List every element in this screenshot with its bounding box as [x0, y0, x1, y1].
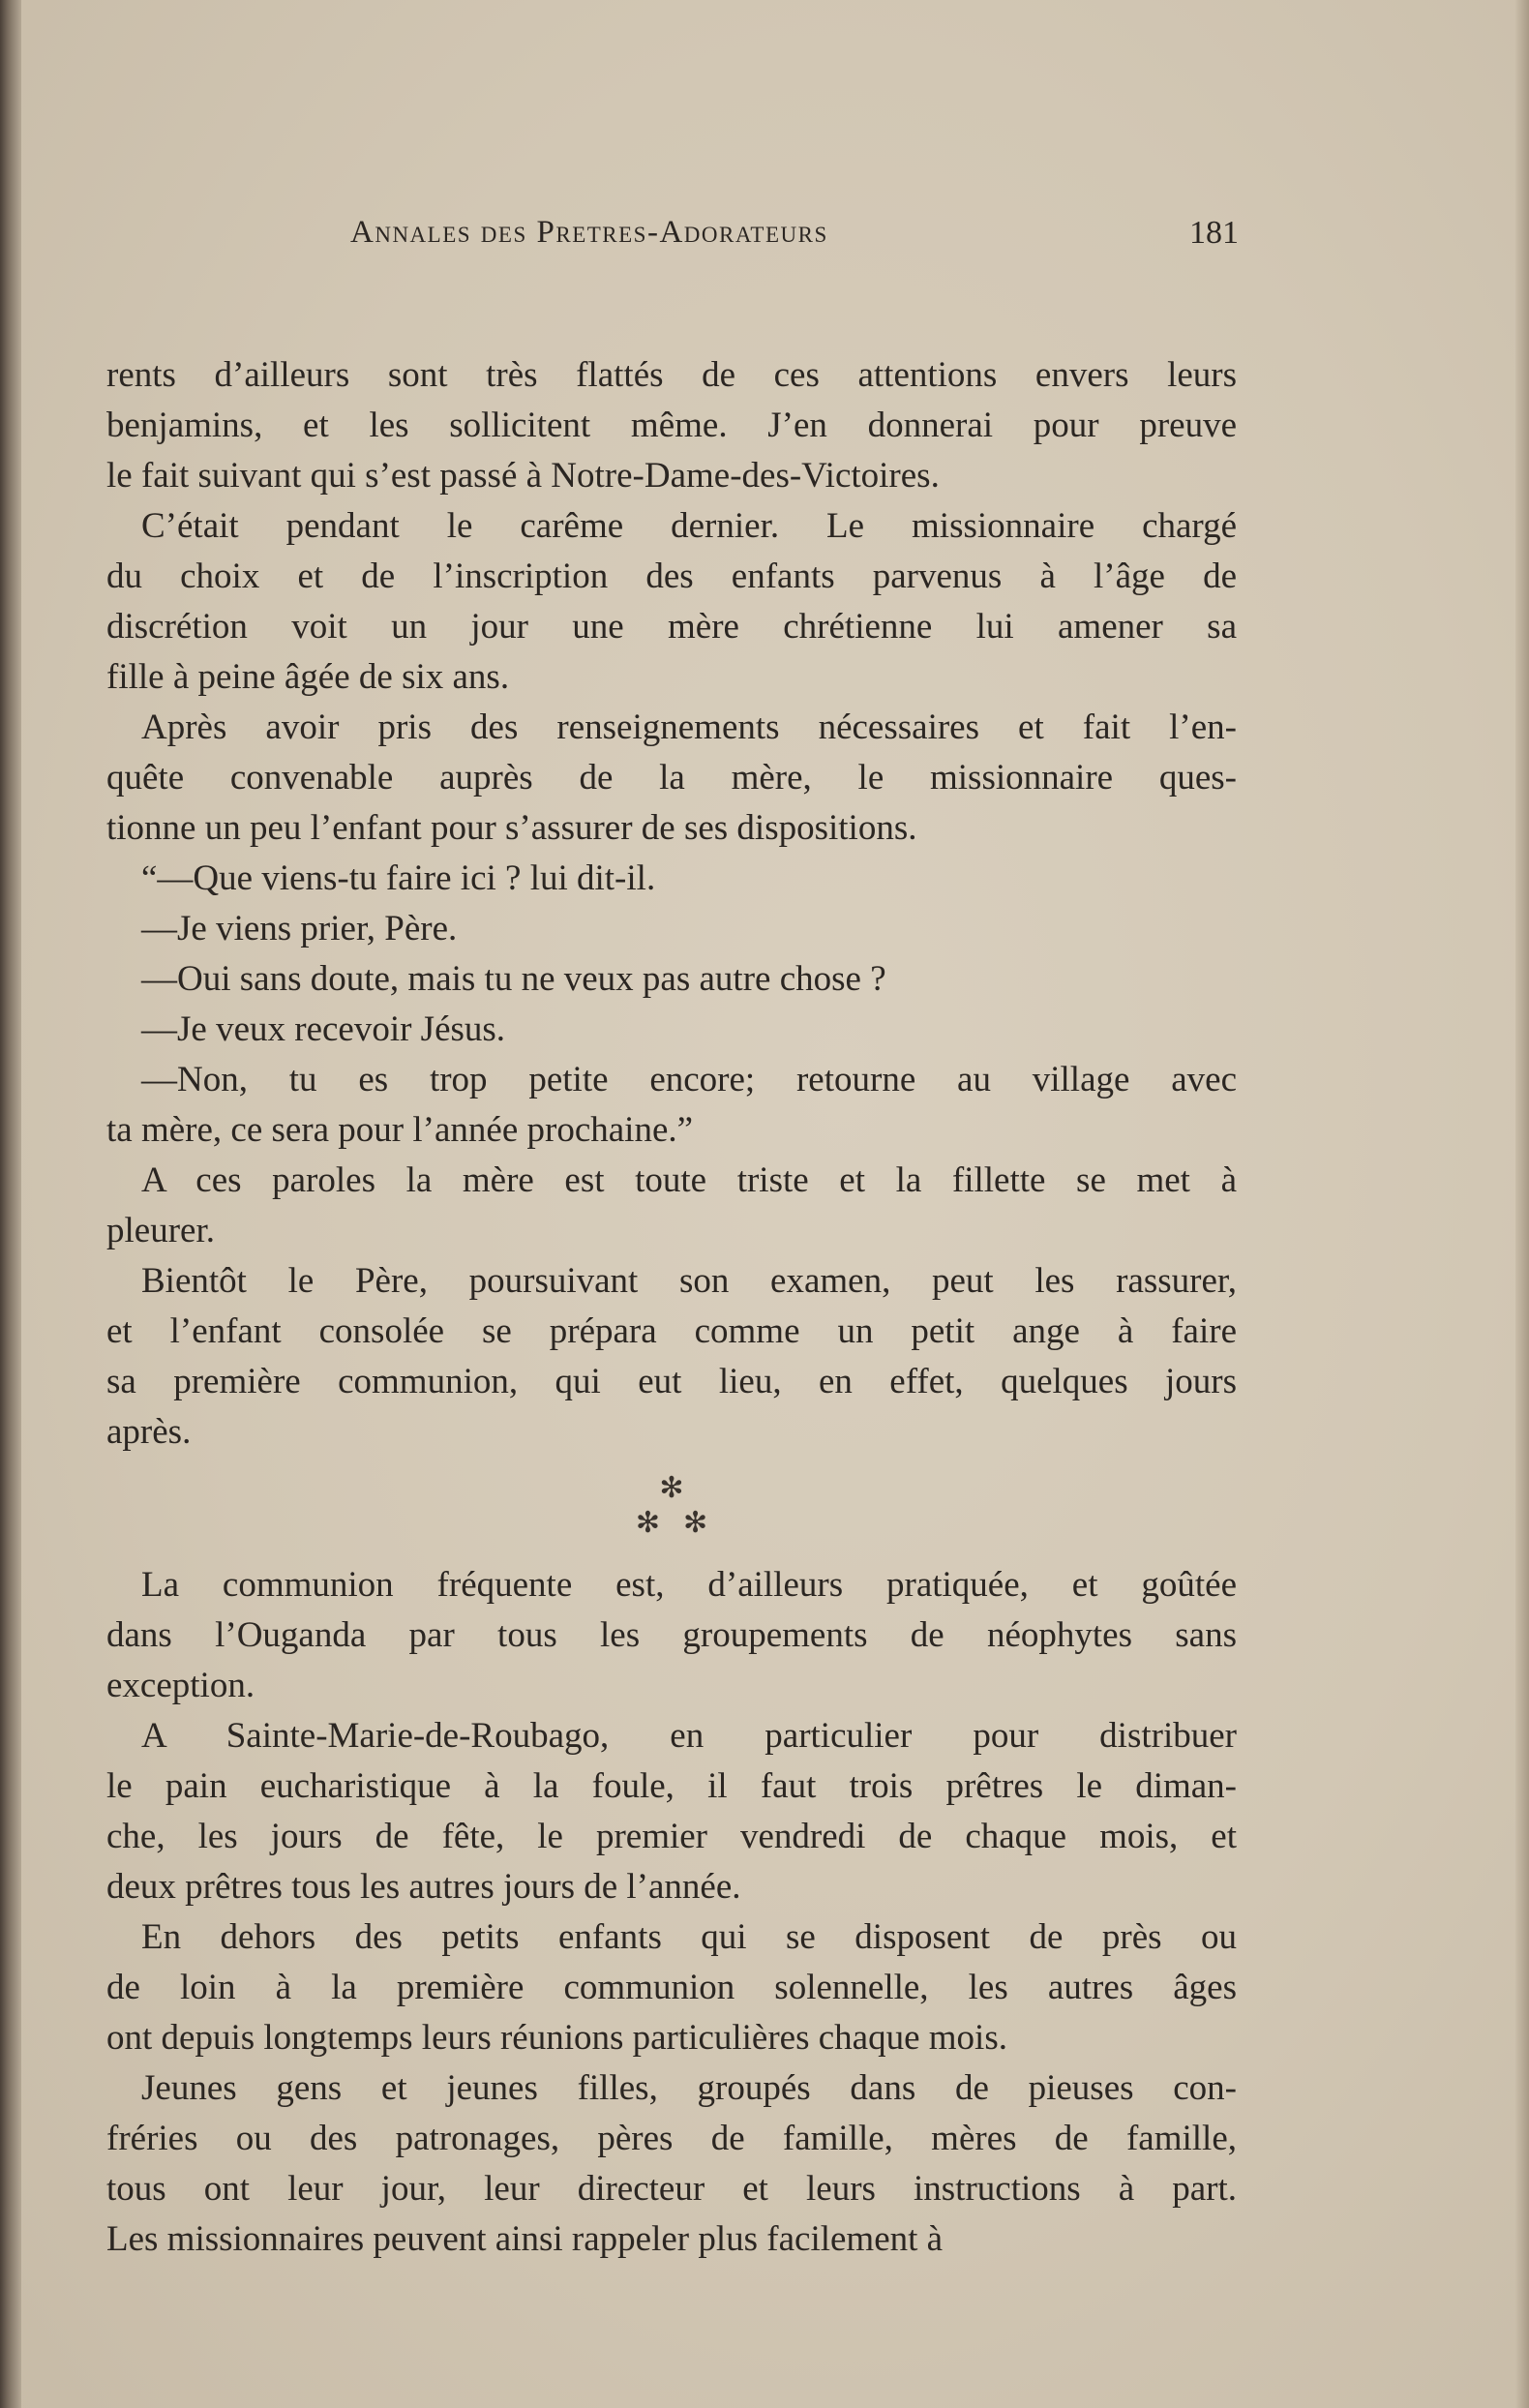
- paragraph: [106, 2063, 1237, 2265]
- text-section-1: [106, 350, 1237, 1458]
- running-title: Annales des Pretres-Adorateurs: [350, 215, 828, 250]
- text-line: après.: [106, 1412, 192, 1452]
- text-line: Après avoir pris des renseignements nécessaires et fait l’en-: [141, 707, 1237, 747]
- text-line: ta mère, ce sera pour l’année prochaine.”: [106, 1110, 694, 1150]
- text-line: Les missionnaires peuvent ainsi rappeler plus facilement à: [106, 2219, 944, 2259]
- text-line: le pain eucharistique à la foule, il faut trois prêtres le diman-: [106, 1766, 1237, 1806]
- text-line: —Non, tu es trop petite encore; retourne au village avec: [141, 1060, 1237, 1099]
- text-line: ont depuis longtemps leurs réunions particulières chaque mois.: [106, 2018, 1007, 2058]
- paragraph: [106, 1156, 1237, 1256]
- paragraph: [106, 854, 1237, 904]
- text-line: sa première communion, qui eut lieu, en effet, quelques jours: [106, 1362, 1237, 1401]
- paragraph: [106, 501, 1237, 703]
- text-line: tous ont leur jour, leur directeur et leurs instructions à part.: [106, 2169, 1237, 2209]
- text-line: de loin à la première communion solennelle, les autres âges: [106, 1968, 1237, 2007]
- text-line: exception.: [106, 1666, 255, 1705]
- text-line: —Oui sans doute, mais tu ne veux pas autre chose ?: [141, 959, 886, 999]
- text-line: La communion fréquente est, d’ailleurs pratiquée, et goûtée: [141, 1565, 1237, 1605]
- body-text: [106, 350, 1237, 2265]
- text-line: le fait suivant qui s’est passé à Notre-Dame-des-Victoires.: [106, 456, 940, 496]
- text-line: dans l’Ouganda par tous les groupements de néophytes sans: [106, 1615, 1237, 1655]
- paragraph: [106, 1055, 1237, 1156]
- text-line: fréries ou des patronages, pères de famille, mères de famille,: [106, 2119, 1237, 2158]
- paragraph: [106, 703, 1237, 854]
- text-line: —Je veux recevoir Jésus.: [141, 1009, 506, 1049]
- paragraph: [106, 1912, 1237, 2063]
- running-header: [350, 215, 1239, 261]
- paragraph: [106, 1256, 1237, 1458]
- text-line: quête convenable auprès de la mère, le missionnaire ques-: [106, 758, 1237, 798]
- text-line: A Sainte-Marie-de-Roubago, en particulier pour distribuer: [141, 1716, 1237, 1756]
- text-line: deux prêtres tous les autres jours de l’année.: [106, 1867, 741, 1907]
- paragraph: [106, 1005, 1237, 1055]
- text-line: A ces paroles la mère est toute triste et la fillette se met à: [141, 1160, 1237, 1200]
- text-line: “—Que viens-tu faire ici ? lui dit-il.: [141, 858, 656, 898]
- text-line: benjamins, et les sollicitent même. J’en donnerai pour preuve: [106, 406, 1237, 445]
- text-line: —Je viens prier, Père.: [141, 909, 458, 948]
- paragraph: [106, 1560, 1237, 1711]
- paragraph: [106, 1711, 1237, 1912]
- text-line: Bientôt le Père, poursuivant son examen, peut les rassurer,: [141, 1261, 1237, 1301]
- book-gutter: [0, 0, 21, 2408]
- asterisk-ornament-bottom: ✻✻: [635, 1507, 732, 1539]
- paragraph: [106, 350, 1237, 501]
- text-line: du choix et de l’inscription des enfants parvenus à l’âge de: [106, 557, 1237, 596]
- section-separator: [106, 1458, 1237, 1560]
- text-line: discrétion voit un jour une mère chrétienne lui amener sa: [106, 607, 1237, 647]
- text-line: En dehors des petits enfants qui se disposent de près ou: [141, 1917, 1237, 1957]
- text-line: tionne un peu l’enfant pour s’assurer de ses dispositions.: [106, 808, 917, 848]
- text-section-2: [106, 1560, 1237, 2265]
- text-line: et l’enfant consolée se prépara comme un petit ange à faire: [106, 1311, 1237, 1351]
- text-line: Jeunes gens et jeunes filles, groupés dans de pieuses con-: [141, 2068, 1237, 2108]
- asterisk-ornament-top: ✻: [659, 1472, 684, 1504]
- text-line: che, les jours de fête, le premier vendredi de chaque mois, et: [106, 1817, 1237, 1856]
- paragraph: [106, 904, 1237, 954]
- text-line: pleurer.: [106, 1211, 215, 1250]
- paragraph: [106, 954, 1237, 1005]
- page-edge: [1515, 0, 1529, 2408]
- page-number: 181: [1189, 215, 1239, 251]
- text-line: C’était pendant le carême dernier. Le missionnaire chargé: [141, 506, 1237, 546]
- text-line: fille à peine âgée de six ans.: [106, 657, 510, 697]
- text-line: rents d’ailleurs sont très flattés de ces attentions envers leurs: [106, 355, 1237, 395]
